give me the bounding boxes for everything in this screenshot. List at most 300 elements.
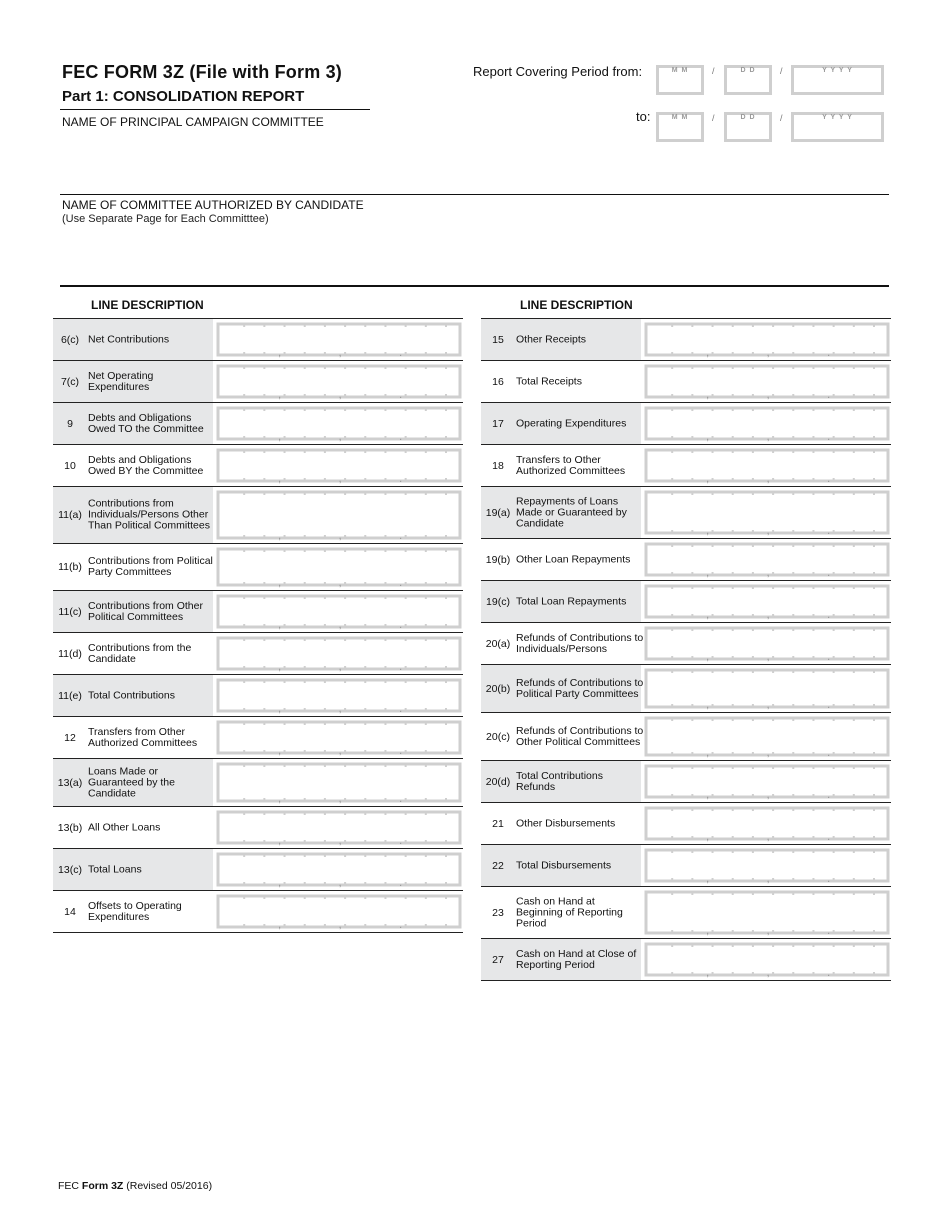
digit-tick bbox=[712, 943, 714, 947]
line-item-row bbox=[481, 939, 891, 981]
line-20d-amount-box bbox=[643, 761, 891, 802]
line-label: Operating Expenditures bbox=[516, 417, 627, 429]
digit-tick bbox=[752, 656, 754, 660]
digit-tick bbox=[853, 394, 855, 398]
digit-tick bbox=[732, 656, 734, 660]
digit-tick bbox=[364, 679, 366, 683]
thousands-separator: , bbox=[339, 837, 342, 846]
thousands-separator: , bbox=[767, 611, 770, 620]
thousands-separator: , bbox=[706, 527, 709, 536]
digit-tick bbox=[384, 436, 386, 440]
digit-tick bbox=[671, 972, 673, 976]
digit-tick bbox=[425, 924, 427, 928]
digit-tick bbox=[691, 972, 693, 976]
line-11d-amount-field[interactable] bbox=[215, 633, 463, 674]
digit-tick bbox=[792, 543, 794, 547]
digit-tick bbox=[405, 595, 407, 599]
line-20b-amount-field[interactable] bbox=[643, 665, 891, 712]
line-21-amount-field[interactable] bbox=[643, 803, 891, 844]
digit-tick bbox=[445, 449, 447, 453]
digit-tick bbox=[812, 365, 814, 369]
digit-tick bbox=[364, 811, 366, 815]
digit-tick bbox=[732, 807, 734, 811]
digit-tick bbox=[304, 763, 306, 767]
thousands-separator: , bbox=[706, 749, 709, 758]
digit-tick bbox=[445, 679, 447, 683]
digit-tick bbox=[344, 924, 346, 928]
line-label: Net Operating Expenditures bbox=[88, 369, 154, 393]
digit-tick bbox=[792, 943, 794, 947]
digit-tick bbox=[425, 323, 427, 327]
digit-tick bbox=[671, 323, 673, 327]
digit-tick bbox=[344, 491, 346, 495]
digit-tick bbox=[772, 656, 774, 660]
digit-tick bbox=[284, 666, 286, 670]
digit-tick bbox=[304, 924, 306, 928]
digit-tick bbox=[384, 811, 386, 815]
digit-tick bbox=[425, 595, 427, 599]
digit-tick bbox=[712, 491, 714, 495]
digit-tick bbox=[324, 750, 326, 754]
digit-tick bbox=[752, 704, 754, 708]
digit-tick bbox=[344, 882, 346, 886]
digit-tick bbox=[384, 365, 386, 369]
digit-tick bbox=[304, 548, 306, 552]
line-11e-amount-field[interactable] bbox=[215, 675, 463, 716]
line-label: Loans Made or Guaranteed by the Candidate bbox=[88, 765, 175, 799]
line-description-cell bbox=[53, 675, 213, 716]
digit-tick bbox=[445, 721, 447, 725]
digit-tick bbox=[671, 543, 673, 547]
digit-tick bbox=[344, 548, 346, 552]
line-15-amount-field[interactable] bbox=[643, 319, 891, 360]
digit-tick bbox=[425, 624, 427, 628]
digit-tick bbox=[792, 572, 794, 576]
digit-tick bbox=[263, 352, 265, 356]
digit-tick bbox=[304, 840, 306, 844]
digit-tick bbox=[243, 895, 245, 899]
digit-tick bbox=[873, 807, 875, 811]
digit-tick bbox=[284, 407, 286, 411]
to-year-field[interactable] bbox=[791, 112, 884, 142]
line-label: Contributions from Other Political Committees bbox=[88, 599, 203, 623]
table-top-rule bbox=[60, 285, 889, 287]
digit-tick bbox=[792, 717, 794, 721]
line-6c-amount-box bbox=[215, 319, 463, 360]
digit-tick bbox=[384, 721, 386, 725]
digit-tick bbox=[792, 930, 794, 934]
digit-tick bbox=[732, 891, 734, 895]
line-description-cell bbox=[481, 539, 641, 580]
digit-tick bbox=[243, 449, 245, 453]
line-item-row bbox=[53, 319, 463, 361]
form-footer bbox=[58, 1180, 212, 1192]
line-20a-amount-box bbox=[643, 623, 891, 664]
line-13a-amount-field[interactable] bbox=[215, 759, 463, 806]
day-placeholder: D D bbox=[740, 67, 756, 74]
digit-tick bbox=[833, 627, 835, 631]
digit-tick bbox=[833, 449, 835, 453]
from-year-field[interactable] bbox=[791, 65, 884, 95]
digit-tick bbox=[284, 882, 286, 886]
digit-tick bbox=[792, 365, 794, 369]
digit-tick bbox=[284, 582, 286, 586]
line-description-cell bbox=[53, 445, 213, 486]
digit-tick bbox=[405, 666, 407, 670]
digit-tick bbox=[752, 478, 754, 482]
digit-tick bbox=[671, 530, 673, 534]
line-number: 19(a) bbox=[485, 506, 511, 519]
digit-tick bbox=[732, 394, 734, 398]
line-16-amount-field[interactable] bbox=[643, 361, 891, 402]
line-21-amount-box bbox=[643, 803, 891, 844]
decimal-separator: . bbox=[827, 653, 830, 662]
digit-tick bbox=[344, 352, 346, 356]
digit-tick bbox=[853, 627, 855, 631]
thousands-separator: , bbox=[706, 475, 709, 484]
digit-tick bbox=[712, 394, 714, 398]
line-description-cell bbox=[481, 761, 641, 802]
digit-tick bbox=[732, 365, 734, 369]
digit-tick bbox=[691, 491, 693, 495]
digit-tick bbox=[833, 891, 835, 895]
digit-tick bbox=[772, 891, 774, 895]
digit-tick bbox=[243, 323, 245, 327]
digit-tick bbox=[344, 595, 346, 599]
thousands-separator: , bbox=[339, 475, 342, 484]
digit-tick bbox=[405, 708, 407, 712]
digit-tick bbox=[712, 656, 714, 660]
form-title: FEC FORM 3Z (File with Form 3) bbox=[62, 62, 342, 82]
decimal-separator: . bbox=[399, 663, 402, 672]
thousands-separator: , bbox=[706, 349, 709, 358]
digit-tick bbox=[873, 572, 875, 576]
digit-tick bbox=[833, 807, 835, 811]
digit-tick bbox=[243, 491, 245, 495]
digit-tick bbox=[243, 666, 245, 670]
digit-tick bbox=[445, 548, 447, 552]
digit-tick bbox=[812, 878, 814, 882]
line-9-amount-field[interactable] bbox=[215, 403, 463, 444]
line-number: 6(c) bbox=[60, 333, 80, 346]
digit-tick bbox=[812, 752, 814, 756]
line-description-cell bbox=[481, 713, 644, 760]
digit-tick bbox=[445, 407, 447, 411]
digit-tick bbox=[792, 807, 794, 811]
line-number: 11(c) bbox=[58, 605, 82, 618]
digit-tick bbox=[671, 752, 673, 756]
digit-tick bbox=[833, 530, 835, 534]
digit-tick bbox=[772, 930, 774, 934]
digit-tick bbox=[324, 840, 326, 844]
digit-tick bbox=[812, 849, 814, 853]
digit-tick bbox=[833, 849, 835, 853]
digit-tick bbox=[324, 436, 326, 440]
digit-tick bbox=[792, 323, 794, 327]
line-item-row bbox=[53, 445, 463, 487]
digit-tick bbox=[344, 750, 346, 754]
digit-tick bbox=[344, 679, 346, 683]
digit-tick bbox=[344, 478, 346, 482]
from-day-field[interactable] bbox=[724, 65, 772, 95]
digit-tick bbox=[405, 895, 407, 899]
digit-tick bbox=[833, 930, 835, 934]
digit-tick bbox=[873, 891, 875, 895]
line-item-row bbox=[481, 581, 891, 623]
line-6c-amount-field[interactable] bbox=[215, 319, 463, 360]
thousands-separator: , bbox=[706, 433, 709, 442]
digit-tick bbox=[263, 763, 265, 767]
digit-tick bbox=[405, 853, 407, 857]
digit-tick bbox=[853, 530, 855, 534]
line-14-amount-field[interactable] bbox=[215, 891, 463, 932]
digit-tick bbox=[405, 535, 407, 539]
line-item-row bbox=[53, 717, 463, 759]
digit-tick bbox=[324, 491, 326, 495]
digit-tick bbox=[873, 530, 875, 534]
line-item-row bbox=[53, 807, 463, 849]
line-19b-amount-field[interactable] bbox=[643, 539, 891, 580]
line-11a-amount-field[interactable] bbox=[215, 487, 463, 543]
to-month-field[interactable] bbox=[656, 112, 704, 142]
digit-tick bbox=[752, 407, 754, 411]
digit-tick bbox=[792, 449, 794, 453]
thousands-separator: , bbox=[706, 701, 709, 710]
digit-tick bbox=[445, 491, 447, 495]
line-item-row bbox=[53, 675, 463, 717]
header-divider bbox=[60, 109, 370, 110]
digit-tick bbox=[384, 394, 386, 398]
digit-tick bbox=[243, 478, 245, 482]
line-number: 10 bbox=[64, 459, 76, 472]
digit-tick bbox=[304, 811, 306, 815]
thousands-separator: , bbox=[339, 921, 342, 930]
decimal-separator: . bbox=[827, 701, 830, 710]
digit-tick bbox=[732, 794, 734, 798]
digit-tick bbox=[284, 436, 286, 440]
digit-tick bbox=[752, 752, 754, 756]
digit-tick bbox=[833, 436, 835, 440]
footer-prefix: FEC bbox=[58, 1180, 79, 1192]
digit-tick bbox=[812, 436, 814, 440]
digit-tick bbox=[853, 436, 855, 440]
digit-tick bbox=[405, 750, 407, 754]
thousands-separator: , bbox=[339, 621, 342, 630]
thousands-separator: , bbox=[706, 791, 709, 800]
digit-tick bbox=[853, 807, 855, 811]
line-27-amount-field[interactable] bbox=[643, 939, 891, 980]
digit-tick bbox=[324, 365, 326, 369]
digit-tick bbox=[284, 637, 286, 641]
line-22-amount-field[interactable] bbox=[643, 845, 891, 886]
digit-tick bbox=[324, 763, 326, 767]
digit-tick bbox=[304, 535, 306, 539]
from-month-field[interactable] bbox=[656, 65, 704, 95]
digit-tick bbox=[243, 365, 245, 369]
digit-tick bbox=[792, 478, 794, 482]
digit-tick bbox=[263, 679, 265, 683]
digit-tick bbox=[812, 478, 814, 482]
thousands-separator: , bbox=[767, 527, 770, 536]
digit-tick bbox=[445, 853, 447, 857]
thousands-separator: , bbox=[339, 705, 342, 714]
digit-tick bbox=[873, 365, 875, 369]
digit-tick bbox=[405, 637, 407, 641]
line-label: Total Contributions Refunds bbox=[516, 769, 603, 793]
line-13b-amount-field[interactable] bbox=[215, 807, 463, 848]
digit-tick bbox=[812, 323, 814, 327]
digit-tick bbox=[732, 704, 734, 708]
digit-tick bbox=[364, 666, 366, 670]
digit-tick bbox=[732, 627, 734, 631]
line-description-cell bbox=[53, 403, 213, 444]
digit-tick bbox=[284, 924, 286, 928]
digit-tick bbox=[304, 853, 306, 857]
digit-tick bbox=[691, 717, 693, 721]
line-number: 19(b) bbox=[485, 553, 511, 566]
digit-tick bbox=[405, 811, 407, 815]
digit-tick bbox=[384, 679, 386, 683]
line-18-amount-field[interactable] bbox=[643, 445, 891, 486]
line-label: Total Disbursements bbox=[516, 859, 612, 871]
digit-tick bbox=[671, 491, 673, 495]
left-column-heading: LINE DESCRIPTION bbox=[91, 298, 204, 312]
digit-tick bbox=[304, 352, 306, 356]
digit-tick bbox=[792, 491, 794, 495]
digit-tick bbox=[344, 407, 346, 411]
line-20d-amount-field[interactable] bbox=[643, 761, 891, 802]
line-12-amount-field[interactable] bbox=[215, 717, 463, 758]
digit-tick bbox=[772, 407, 774, 411]
digit-tick bbox=[425, 895, 427, 899]
digit-tick bbox=[425, 882, 427, 886]
digit-tick bbox=[833, 656, 835, 660]
digit-tick bbox=[445, 637, 447, 641]
digit-tick bbox=[853, 794, 855, 798]
digit-tick bbox=[344, 365, 346, 369]
digit-tick bbox=[384, 323, 386, 327]
digit-tick bbox=[772, 794, 774, 798]
line-item-row bbox=[481, 539, 891, 581]
thousands-separator: , bbox=[767, 391, 770, 400]
digit-tick bbox=[284, 624, 286, 628]
digit-tick bbox=[873, 585, 875, 589]
digit-tick bbox=[324, 798, 326, 802]
digit-tick bbox=[752, 669, 754, 673]
digit-tick bbox=[732, 752, 734, 756]
digit-tick bbox=[263, 624, 265, 628]
to-day-field[interactable] bbox=[724, 112, 772, 142]
thousands-separator: , bbox=[278, 349, 281, 358]
digit-tick bbox=[364, 323, 366, 327]
footer-revision: (Revised 05/2016) bbox=[126, 1180, 213, 1192]
digit-tick bbox=[324, 595, 326, 599]
digit-tick bbox=[712, 836, 714, 840]
digit-tick bbox=[873, 436, 875, 440]
digit-tick bbox=[792, 704, 794, 708]
digit-tick bbox=[732, 849, 734, 853]
decimal-separator: . bbox=[827, 791, 830, 800]
digit-tick bbox=[792, 530, 794, 534]
digit-tick bbox=[384, 798, 386, 802]
digit-tick bbox=[405, 721, 407, 725]
line-11b-amount-box bbox=[215, 544, 463, 590]
digit-tick bbox=[812, 352, 814, 356]
digit-tick bbox=[405, 882, 407, 886]
digit-tick bbox=[304, 721, 306, 725]
digit-tick bbox=[284, 365, 286, 369]
digit-tick bbox=[263, 811, 265, 815]
digit-tick bbox=[364, 478, 366, 482]
digit-tick bbox=[732, 491, 734, 495]
digit-tick bbox=[691, 352, 693, 356]
thousands-separator: , bbox=[706, 969, 709, 978]
digit-tick bbox=[364, 407, 366, 411]
digit-tick bbox=[732, 572, 734, 576]
line-11c-amount-field[interactable] bbox=[215, 591, 463, 632]
digit-tick bbox=[691, 656, 693, 660]
line-label: Contributions from Political Party Committees bbox=[88, 555, 213, 578]
digit-tick bbox=[364, 352, 366, 356]
digit-tick bbox=[752, 572, 754, 576]
line-20c-amount-field[interactable] bbox=[643, 713, 891, 760]
digit-tick bbox=[304, 882, 306, 886]
digit-tick bbox=[772, 704, 774, 708]
digit-tick bbox=[732, 930, 734, 934]
digit-tick bbox=[364, 624, 366, 628]
line-10-amount-field[interactable] bbox=[215, 445, 463, 486]
line-13c-amount-field[interactable] bbox=[215, 849, 463, 890]
decimal-separator: . bbox=[827, 569, 830, 578]
line-7c-amount-field[interactable] bbox=[215, 361, 463, 402]
digit-tick bbox=[284, 811, 286, 815]
line-20a-amount-field[interactable] bbox=[643, 623, 891, 664]
digit-tick bbox=[263, 595, 265, 599]
digit-tick bbox=[405, 679, 407, 683]
digit-tick bbox=[752, 543, 754, 547]
line-description-cell bbox=[53, 544, 213, 590]
digit-tick bbox=[284, 323, 286, 327]
line-number: 13(b) bbox=[57, 821, 83, 834]
digit-tick bbox=[873, 491, 875, 495]
line-19a-amount-field[interactable] bbox=[643, 487, 891, 538]
digit-tick bbox=[772, 543, 774, 547]
thousands-separator: , bbox=[767, 701, 770, 710]
decimal-separator: . bbox=[399, 621, 402, 630]
digit-tick bbox=[732, 669, 734, 673]
line-11b-amount-field[interactable] bbox=[215, 544, 463, 590]
digit-tick bbox=[691, 752, 693, 756]
digit-tick bbox=[792, 972, 794, 976]
line-11d-amount-box bbox=[215, 633, 463, 674]
line-item-row bbox=[481, 319, 891, 361]
digit-tick bbox=[853, 930, 855, 934]
digit-tick bbox=[671, 614, 673, 618]
line-description-cell bbox=[481, 319, 641, 360]
digit-tick bbox=[691, 530, 693, 534]
digit-tick bbox=[732, 323, 734, 327]
digit-tick bbox=[812, 394, 814, 398]
digit-tick bbox=[243, 394, 245, 398]
digit-tick bbox=[712, 407, 714, 411]
line-17-amount-field[interactable] bbox=[643, 403, 891, 444]
line-23-amount-field[interactable] bbox=[643, 887, 891, 938]
line-number: 18 bbox=[492, 459, 504, 472]
line-19c-amount-field[interactable] bbox=[643, 581, 891, 622]
decimal-separator: . bbox=[827, 391, 830, 400]
digit-tick bbox=[712, 478, 714, 482]
digit-tick bbox=[243, 582, 245, 586]
